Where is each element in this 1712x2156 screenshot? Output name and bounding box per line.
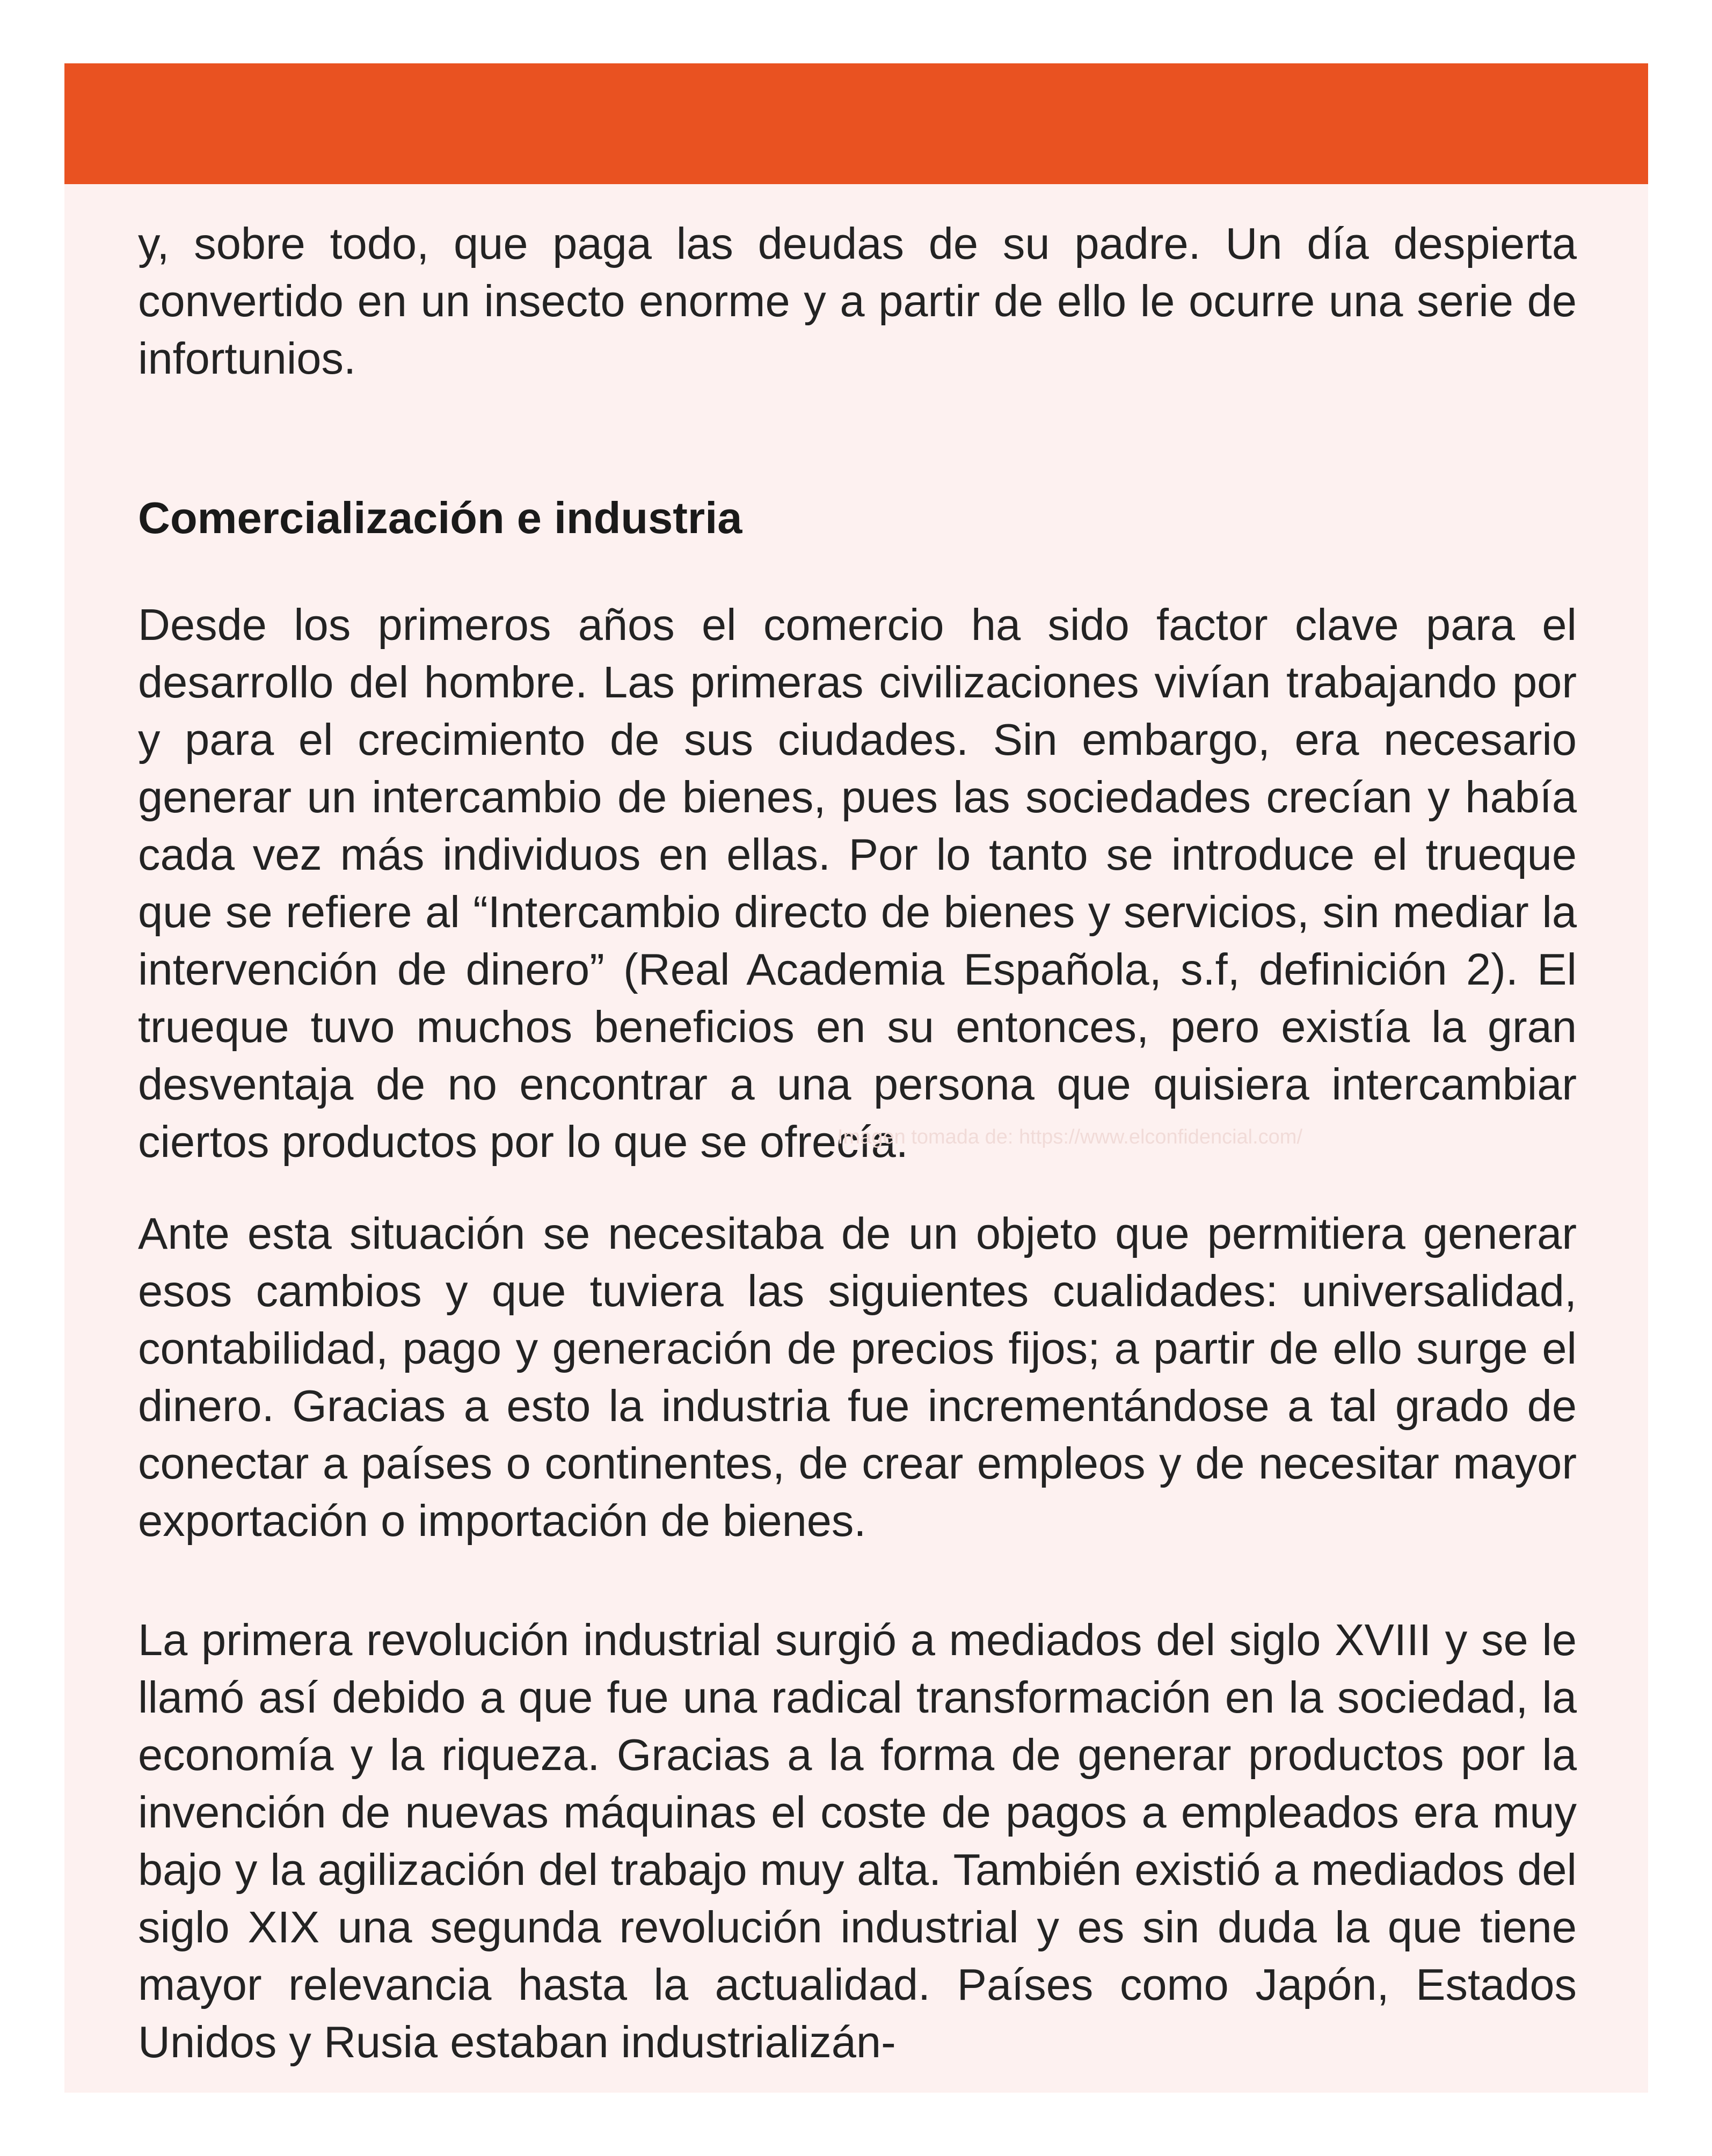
image-source-caption: Imagen tomada de: https://www.elconfidencial.com/ xyxy=(837,1126,1303,1148)
header-band xyxy=(64,63,1648,184)
paragraph-industrial-revolution: La primera revolución industrial surgió a mediados del siglo XVIII y se le llamó así debido a que fue una radical transformación en la sociedad, la economía y la riqueza. Gracias a la forma de generar productos por la invención de nuevas máquinas el coste de pagos a empleados era muy bajo y la agilización del trabajo muy alta. También existió a mediados del siglo XIX una segunda revolución industrial y es sin duda la que tiene mayor relevancia hasta la actualidad. Países como Japón, Estados Unidos y Rusia estaban industrializán- xyxy=(138,1615,1577,2067)
section-heading: Comercialización e industria xyxy=(138,493,742,543)
intro-paragraph: y, sobre todo, que paga las deudas de su padre. Un día despierta convertido en un insecto enorme y a partir de ello le ocurre una serie de infortunios. xyxy=(138,218,1577,383)
paragraph-money: Ante esta situación se necesitaba de un objeto que permitiera generar esos cambios y que tuviera las siguientes cualidades: universalidad, contabilidad, pago y generación de precios fijos; a partir de ello surge el dinero. Gracias a esto la industria fue incrementándose a tal grado de conectar a países o continentes, de crear empleos y de necesitar mayor exportación o importación de bienes. xyxy=(138,1208,1577,1546)
paragraph-trade: Desde los primeros años el comercio ha sido factor clave para el desarrollo del hombre. Las primeras civilizaciones vivían trabajando por y para el crecimiento de sus ciudades. Sin embargo, era necesario generar un intercambio de bienes, pues las sociedades crecían y había cada vez más individuos en ellas. Por lo tanto se introduce el trueque que se refiere al “Intercambio directo de bienes y servicios, sin mediar la intervención de dinero” (Real Academia Española, s.f, definición 2). El trueque tuvo muchos beneficios en su entonces, pero existía la gran desventaja de no encontrar a una persona que quisiera intercambiar ciertos productos por lo que se ofrecía. xyxy=(138,600,1577,1167)
